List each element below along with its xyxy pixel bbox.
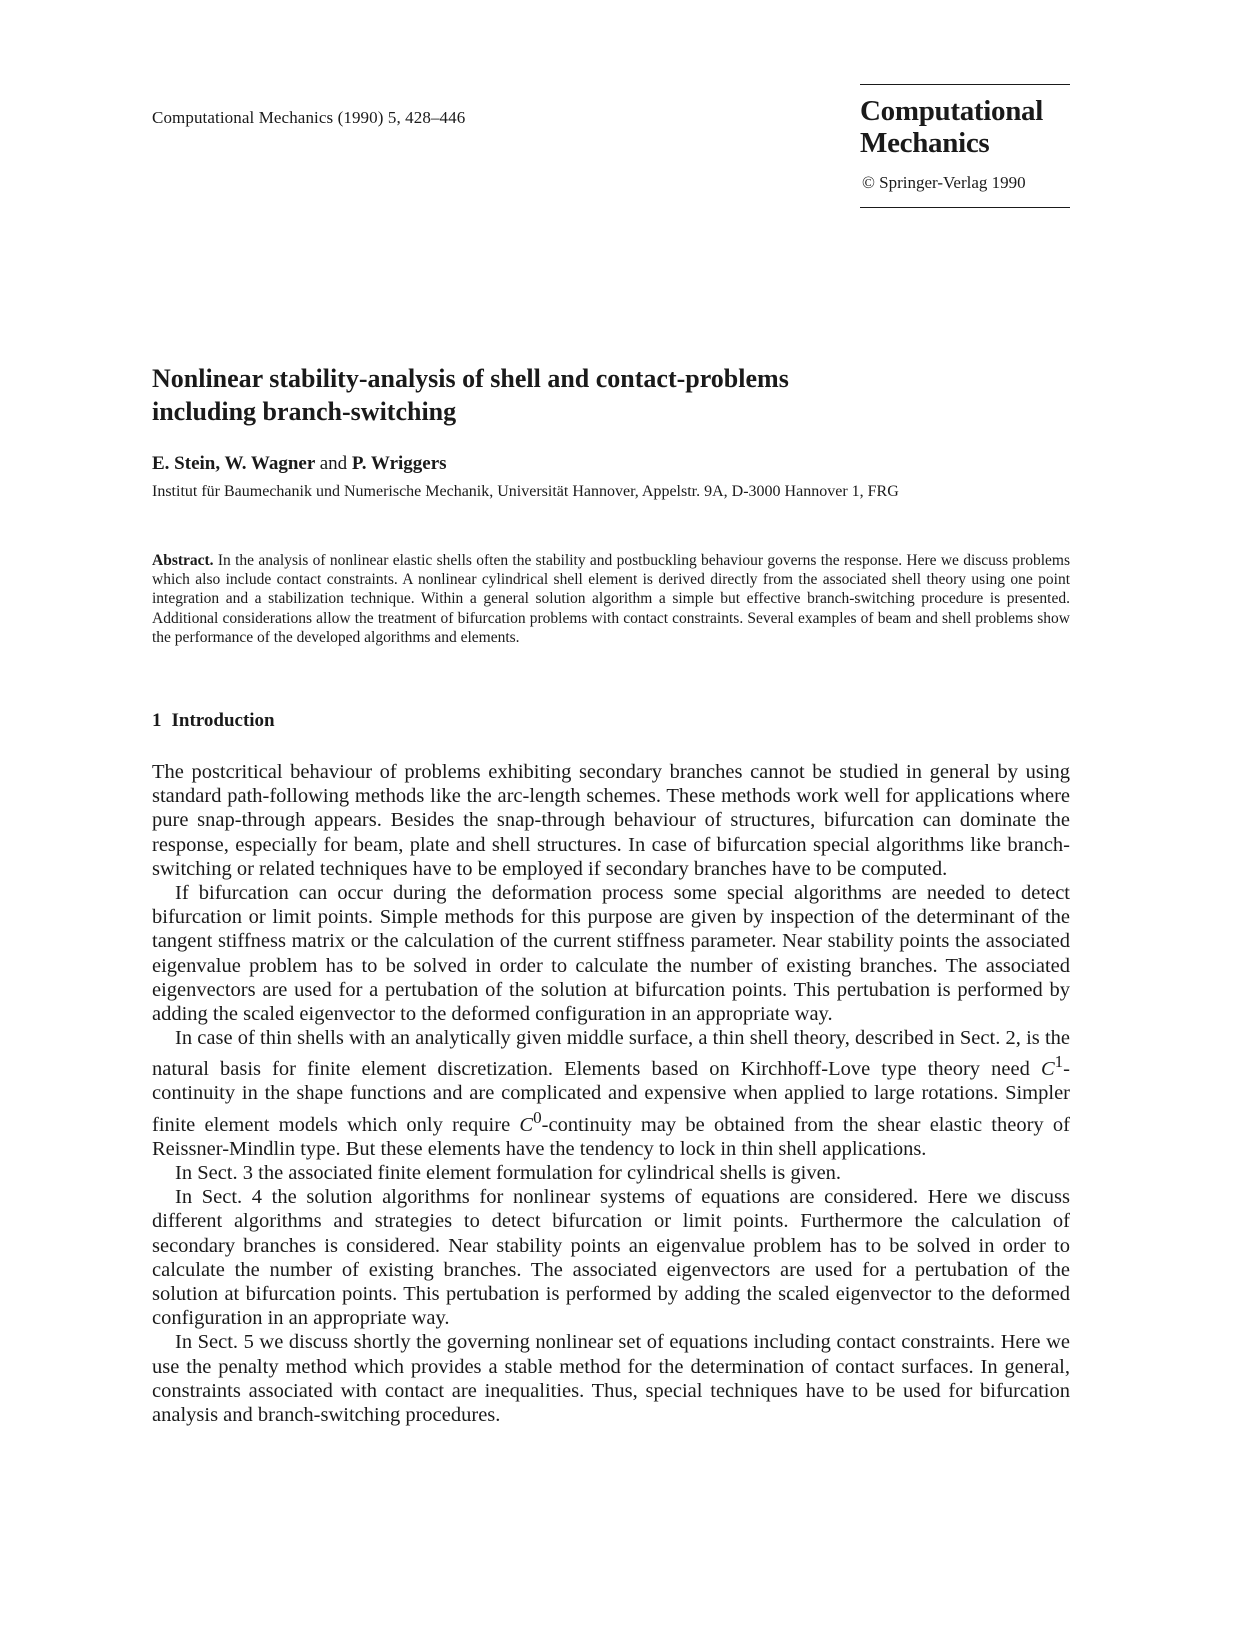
- author-list: [152, 453, 447, 475]
- section-title: Introduction: [171, 710, 275, 731]
- body-paragraph-2: If bifurcation can occur during the deformation process some special algorithms are needed to detect bifurcation or limit points. Simple methods for this purpose are given by inspection of the determinant of the tangent stiffness matrix or the calculation of the current stiffness parameter. Near stability points the associated eigenvalue problem has to be solved in order to calculate the number of existing branches. The associated eigenvectors are used for a pertubation of the solution at bifurcation points. This pertubation is performed by adding the scaled eigenvector to the deformed configuration in an appropriate way.: [152, 882, 1070, 1026]
- c1-symbol: C: [1040, 1058, 1055, 1081]
- body-paragraph-4: In Sect. 3 the associated finite element formulation for cylindrical shells is given.: [175, 1161, 842, 1184]
- body-paragraph-3: [152, 1026, 1070, 1161]
- section-heading-introduction: [152, 710, 275, 732]
- abstract: [152, 551, 1070, 647]
- authors-part-1: E. Stein, W. Wagner: [152, 453, 315, 474]
- title-line-2: including branch-switching: [152, 397, 457, 426]
- p3-text-c: -continuity may be obtained from the shear elastic theory of Reissner-Mindlin type. But these elements have the tendency to lock in thin shell applications.: [152, 1113, 1070, 1160]
- journal-name-line2: Mechanics: [860, 127, 990, 159]
- brand-bottom-rule: [860, 207, 1070, 208]
- section-body: [152, 760, 1070, 1427]
- section-number: 1: [152, 710, 162, 731]
- body-paragraph-5: In Sect. 4 the solution algorithms for nonlinear systems of equations are considered. Here we discuss different algorithms and strategies to detect bifurcation or limit points. Furthermore the calculation of secondary branches is considered. Near stability points an eigenvalue problem has to be solved in order to calculate the number of existing branches. The associated eigenvectors are used for a pertubation of the solution at bifurcation points. This pertubation is performed by adding the scaled eigenvector to the deformed configuration in an appropriate way.: [152, 1186, 1070, 1330]
- journal-brand-block: [860, 84, 1070, 208]
- abstract-text: In the analysis of nonlinear elastic shells often the stability and postbuckling behaviour governs the response. Here we discuss problems which also include contact constraints. A nonlinear cylindrical shell element is derived directly from the associated shell theory using one point integration and a stabilization technique. Within a general solution algorithm a simple but effective branch-switching procedure is presented. Additional considerations allow the treatment of bifurcation problems with contact constraints. Several examples of beam and shell problems show the performance of the developed algorithms and elements.: [152, 552, 1070, 646]
- p3-text-a: In case of thin shells with an analytically given middle surface, a thin shell theory, described in Sect. 2, is the natural basis for finite element discretization. Elements based on Kirchhoff-Love type theory need: [152, 1027, 1070, 1081]
- p3-text-b: -continuity in the shape functions and are complicated and expensive when applied to large rotations. Simpler finite element models which only require: [152, 1058, 1070, 1136]
- abstract-label: Abstract.: [152, 552, 214, 569]
- body-paragraph-6: In Sect. 5 we discuss shortly the governing nonlinear set of equations including contact constraints. Here we use the penalty method which provides a stable method for the determination of contact surfaces. In general, constraints associated with contact are inequalities. Thus, special techniques have to be used for bifurcation analysis and branch-switching procedures.: [152, 1331, 1070, 1426]
- c0-symbol: C: [519, 1113, 534, 1136]
- c1-superscript: 1: [1054, 1052, 1064, 1072]
- author-affiliation: Institut für Baumechanik und Numerische Mechanik, Universität Hannover, Appelstr. 9A, D-3000 Hannover 1, FRG: [152, 483, 899, 500]
- c0-superscript: 0: [533, 1107, 542, 1127]
- article-title: [152, 362, 1082, 428]
- authors-part-2: P. Wriggers: [351, 453, 447, 474]
- running-head: Computational Mechanics (1990) 5, 428–446: [152, 108, 466, 127]
- body-paragraph-1: The postcritical behaviour of problems exhibiting secondary branches cannot be studied in general by using standard path-following methods like the arc-length schemes. These methods work well for applications where pure snap-through appears. Besides the snap-through behaviour of structures, bifurcation can dominate the response, especially for beam, plate and shell structures. In case of bifurcation special algorithms like branch-switching or related techniques have to be employed if secondary branches have to be computed.: [152, 761, 1070, 880]
- brand-top-rule: [860, 84, 1070, 85]
- copyright-notice: © Springer-Verlag 1990: [862, 173, 1026, 192]
- authors-conjunction: and: [319, 453, 348, 474]
- journal-name-line1: Computational: [860, 95, 1044, 127]
- title-line-1: Nonlinear stability-analysis of shell and contact-problems: [152, 364, 789, 393]
